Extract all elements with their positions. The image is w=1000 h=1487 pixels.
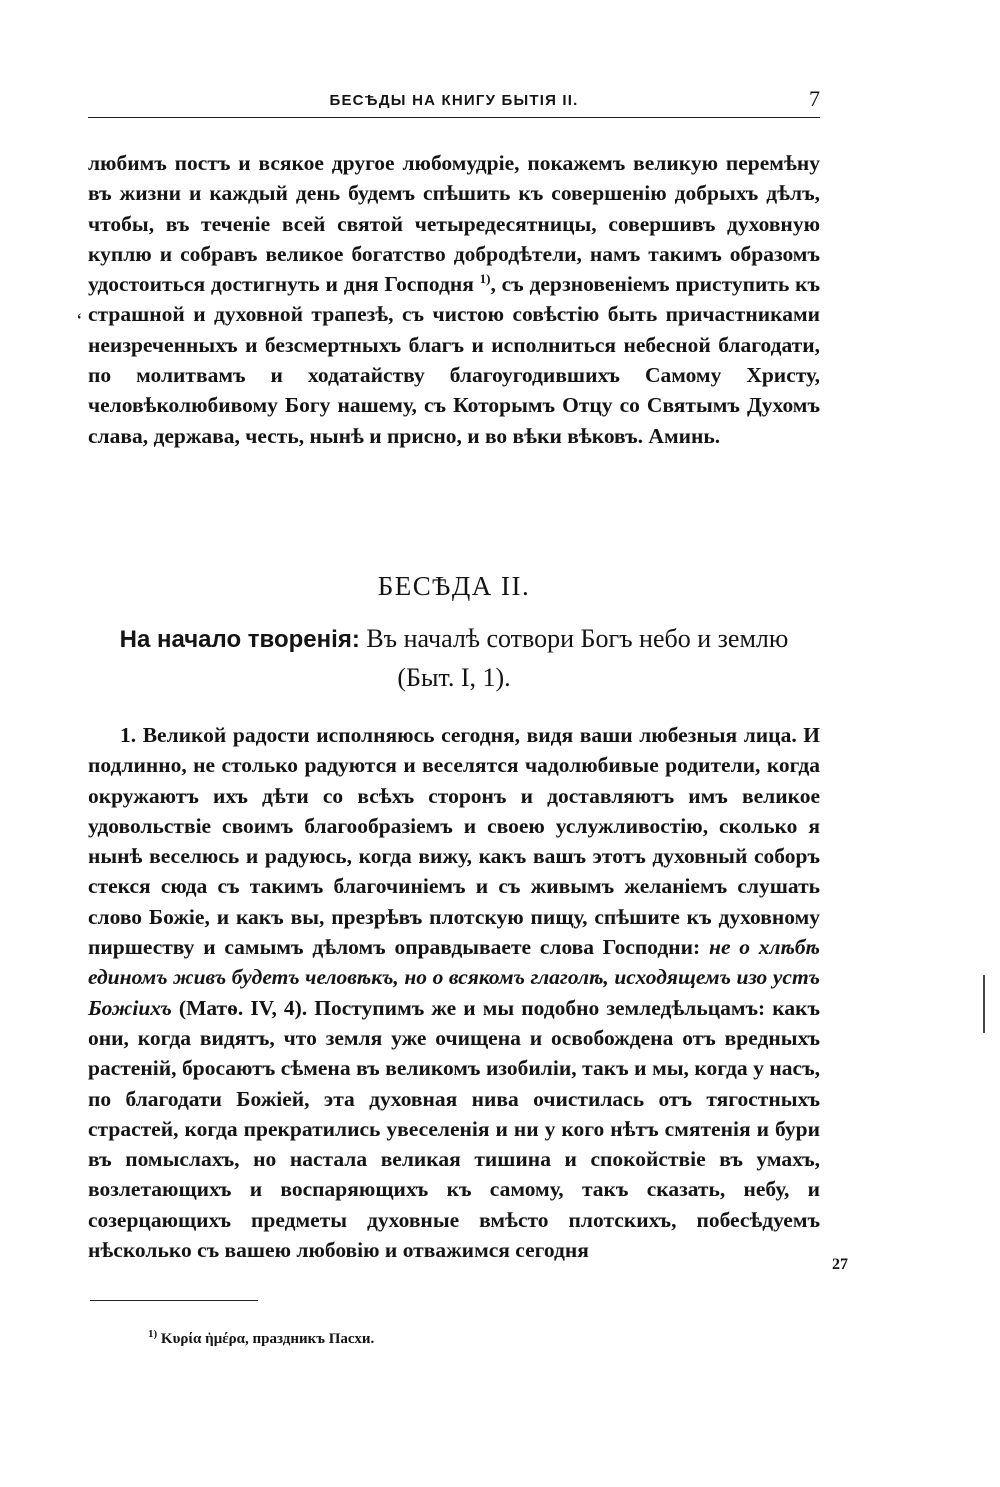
footnote-marker: 1) — [148, 1328, 158, 1340]
header-rule — [88, 117, 820, 118]
page-header — [88, 88, 820, 118]
subtitle-label: На начало творенія: — [119, 626, 360, 653]
sermon-title: БЕСѢДА II. — [377, 571, 531, 601]
footnote-reference: 1) — [479, 271, 491, 287]
paragraph-continuation — [88, 148, 820, 451]
running-title: БЕСѢДЫ НА КНИГУ БЫТІЯ II. — [329, 92, 579, 109]
footnote — [148, 1328, 374, 1348]
margin-mark: ʻ — [76, 310, 83, 332]
signature-number: 27 — [832, 1256, 848, 1273]
paragraph-text: 1. Великой радости исполняюсь сегодня, видя ваши любезныя лица. И подлинно, не столько радуются и веселятся чадолюбивые родители, когда окружаютъ ихъ дѣти со всѣхъ сторонъ и доставляютъ имъ великое удовольствіе своимъ благообразіемъ и своею услужливостію, сколько я нынѣ веселюсь и радуюсь, когда вижу, какъ вашъ этотъ духовный соборъ стекся сюда съ такимъ благочиніемъ и съ живымъ желаніемъ слушать слово Божіе, и какъ вы, презрѣвъ плотскую пищу, спѣшите къ духовному пиршеству и самымъ дѣломъ оправдываете слова Господни: — [88, 723, 820, 960]
paragraph-1 — [88, 720, 820, 1265]
paragraph-text: , съ дерзновеніемъ приступить къ страшной и духовной трапезѣ, съ чистою совѣстію быть причастниками неизреченныхъ и безсмертныхъ благъ и исполниться небесной благодати, по молитвамъ и ходатайству благоугодившихъ Самому Христу, человѣколюбивому Богу нашему, съ Которымъ Отцу со Святымъ Духомъ слава, держава, честь, нынѣ и присно, и во вѣки вѣковъ. Аминь. — [88, 272, 821, 448]
sermon-subtitle — [88, 620, 820, 697]
footnote-rule — [90, 1300, 258, 1301]
footnote-text: Κυρία ἡμέρα, праздникъ Пасхи. — [160, 1331, 375, 1347]
scripture-quote: не о хлѣбѣ единомъ живъ будетъ человѣкъ, но о всякомъ глаголѣ, исходящемъ изо устъ Божіихъ — [88, 935, 821, 1020]
paragraph-text: любимъ постъ и всякое другое любомудріе, покажемъ великую перемѣну въ жизни и каждый день будемъ спѣшить къ совершенію добрыхъ дѣлъ, чтобы, въ теченіе всей святой четыредесятницы, совершивъ духовную куплю и собравъ великое богатство добродѣтели, намъ такимъ образомъ удостоиться достигнуть и дня Господня — [88, 151, 820, 297]
page-number: 7 — [809, 86, 820, 111]
subtitle-text: Въ началѣ сотвори Богъ небо и землю (Быт. I, 1). — [366, 624, 789, 692]
margin-bar — [983, 975, 985, 1033]
paragraph-text: (Матѳ. IV, 4). Поступимъ же и мы подобно земледѣльцамъ: какъ они, когда видятъ, что земля уже очищена и освобождена отъ вредныхъ растеній, бросаютъ сѣмена въ великомъ изобиліи, такъ и мы, когда у насъ, по благодати Божіей, эта духовная нива очистилась отъ тягостныхъ страстей, когда прекратились увеселенія и ни у кого нѣтъ смятенія и бури въ помыслахъ, но настала великая тишина и спокойствіе въ умахъ, возлетающихъ и воспаряющихъ къ самому, такъ сказать, небу, и созерцающихъ предметы духовные вмѣсто плотскихъ, побесѣдуемъ нѣсколько съ вашею любовію и отважимся сегодня — [88, 995, 820, 1263]
